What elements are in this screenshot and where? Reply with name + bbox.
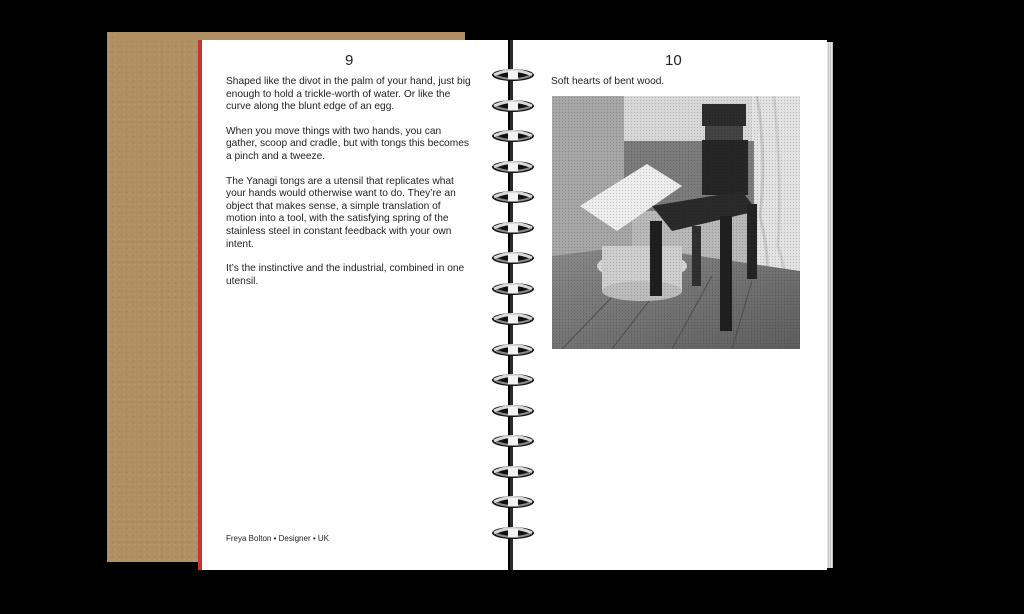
binding-coil	[491, 190, 535, 204]
binding-coil	[491, 68, 535, 82]
binding-coil	[491, 526, 535, 540]
binding-coil	[491, 312, 535, 326]
binding-coil	[491, 99, 535, 113]
binding-coil	[491, 373, 535, 387]
paragraph: It’s the instinctive and the industrial, combined in one utensil.	[226, 263, 465, 287]
paragraph: The Yanagi tongs are a utensil that replicates what your hands would otherwise want to do. They’re an object that makes sense, a simple translation of motion into a tool, with the satisfying spring of the stainless steel in constant feedback with your own intent.	[226, 175, 456, 250]
binding-coil	[491, 434, 535, 448]
binding-coil	[491, 343, 535, 357]
left-page	[202, 40, 508, 570]
binding-coil	[491, 495, 535, 509]
binding-coil	[491, 129, 535, 143]
right-page	[513, 40, 827, 570]
paragraph: When you move things with two hands, you can gather, scoop and cradle, but with tongs this becomes a pinch and a tweeze.	[226, 125, 469, 162]
right-page-number: 10	[665, 52, 682, 69]
kraft-cover-top-edge	[117, 32, 465, 40]
chair-photo-image	[552, 96, 800, 349]
author-credit: Freya Bolton • Designer • UK	[226, 534, 329, 543]
photo-caption: Soft hearts of bent wood.	[551, 76, 665, 87]
left-page-number: 9	[345, 52, 354, 69]
binding-coil	[491, 282, 535, 296]
left-page-body	[226, 76, 471, 300]
paragraph: Shaped like the divot in the palm of your hand, just big enough to hold a trickle-worth of water. Or like the curve along the blunt edge of an egg.	[226, 76, 471, 113]
binding-coil	[491, 160, 535, 174]
spine-gutter	[510, 40, 513, 570]
binding-coil	[491, 221, 535, 235]
binding-coil	[491, 465, 535, 479]
binding-coil	[491, 251, 535, 265]
stacked-page-edges	[827, 42, 833, 568]
binding-coil	[491, 404, 535, 418]
chair-photo	[552, 96, 800, 349]
